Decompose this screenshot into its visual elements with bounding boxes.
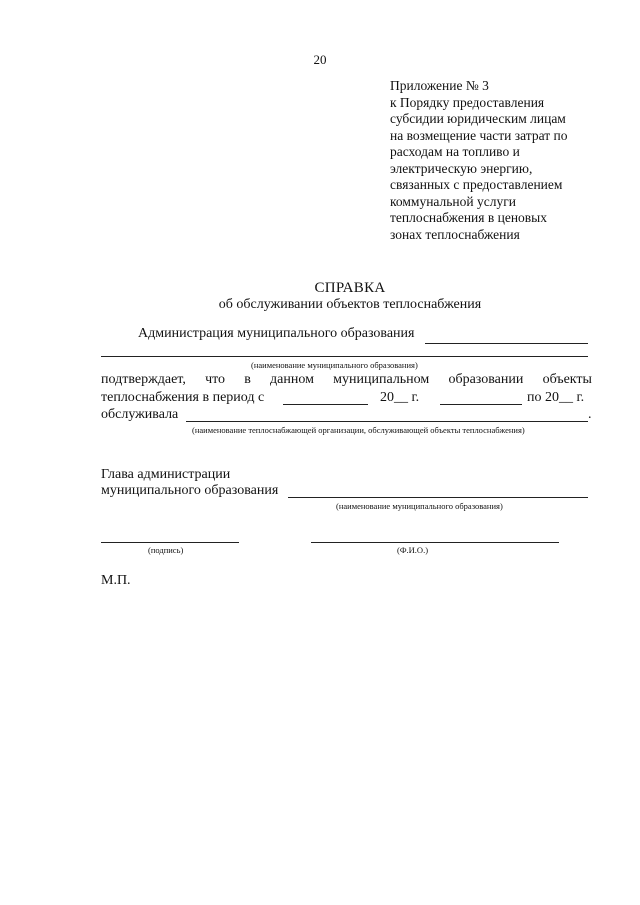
organization-name-field[interactable] bbox=[186, 421, 588, 422]
head-municipality-field[interactable] bbox=[288, 497, 588, 498]
stamp-place-label: М.П. bbox=[101, 573, 131, 588]
document-title: СПРАВКА bbox=[314, 280, 386, 296]
signature-caption: (подпись) bbox=[148, 545, 184, 555]
page-number: 20 bbox=[313, 52, 327, 67]
appendix-line: Приложение № 3 bbox=[390, 78, 489, 93]
end-year-label: по 20__ г. bbox=[527, 390, 585, 405]
confirms-word: данном bbox=[270, 372, 314, 387]
document-subtitle: об обслуживании объектов теплоснабжения bbox=[218, 297, 482, 312]
confirms-word: муниципальном bbox=[333, 372, 430, 387]
appendix-line: к Порядку предоставления bbox=[390, 94, 545, 110]
confirms-word: объекты bbox=[542, 372, 592, 387]
full-name-caption: (Ф.И.О.) bbox=[397, 545, 429, 555]
start-date-field[interactable] bbox=[283, 404, 368, 405]
appendix-line: субсидии юридическим лицам bbox=[390, 111, 566, 126]
confirms-word: в bbox=[244, 372, 251, 387]
appendix-line: расходам на топливо и bbox=[390, 144, 520, 159]
appendix-line: коммунальной услуги bbox=[390, 193, 516, 209]
municipality-name-field[interactable] bbox=[101, 356, 588, 357]
end-date-field[interactable] bbox=[440, 404, 522, 405]
head-municipality-caption: (наименование муниципального образования) bbox=[336, 501, 503, 511]
served-label: обслуживала bbox=[101, 407, 179, 422]
appendix-line: зонах теплоснабжения bbox=[390, 226, 520, 242]
period-start-label: теплоснабжения в период с bbox=[101, 390, 265, 405]
confirms-word: что bbox=[205, 372, 226, 387]
confirms-word: образовании bbox=[448, 372, 524, 387]
appendix-line: связанных с предоставлением bbox=[390, 177, 563, 192]
confirms-word: подтверждает, bbox=[101, 372, 186, 387]
appendix-block bbox=[390, 78, 567, 243]
admin-name-field[interactable] bbox=[425, 343, 588, 344]
head-title-line1: Глава администрации bbox=[101, 467, 231, 482]
appendix-line: на возмещение части затрат по bbox=[390, 127, 568, 143]
municipality-caption: (наименование муниципального образования) bbox=[251, 360, 418, 370]
confirms-line bbox=[101, 372, 592, 388]
served-end-dot: . bbox=[588, 407, 592, 422]
head-title-line2: муниципального образования bbox=[101, 483, 279, 498]
admin-label: Администрация муниципального образования bbox=[138, 326, 415, 341]
start-year-label: 20__ г. bbox=[380, 390, 420, 405]
appendix-line: теплоснабжения в ценовых bbox=[390, 210, 547, 225]
appendix-line: электрическую энергию, bbox=[390, 160, 533, 176]
signature-field[interactable] bbox=[101, 542, 239, 543]
organization-caption: (наименование теплоснабжающей организации, обслуживающей объекты теплоснабжения) bbox=[192, 425, 525, 435]
full-name-field[interactable] bbox=[311, 542, 559, 543]
